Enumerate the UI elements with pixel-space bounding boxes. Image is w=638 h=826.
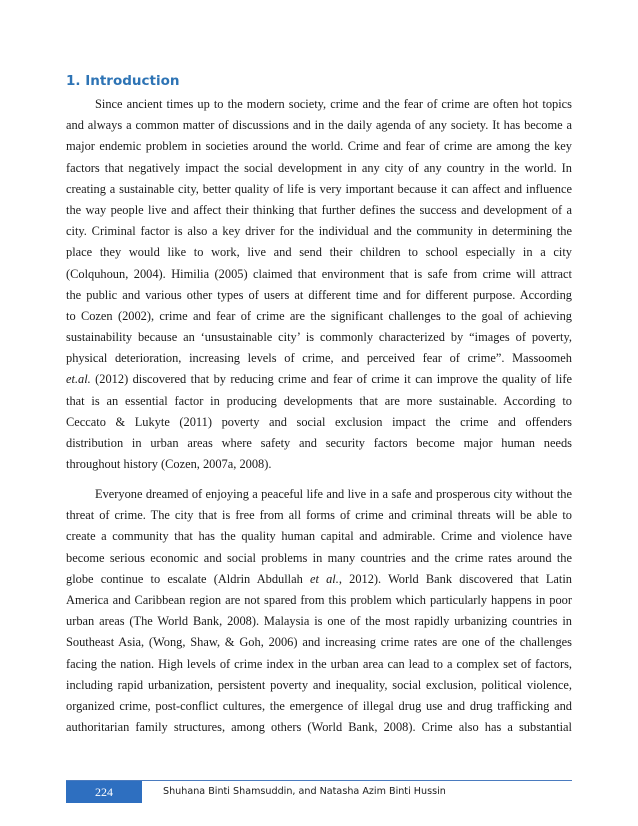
section-heading: 1. Introduction — [66, 73, 180, 89]
text-line: globe continue to escalate (Aldrin Abdullah et al., 2012). World Bank discovered that Latin — [66, 571, 573, 586]
text-line: place they would like to work, live and send their children to school especially in a city — [66, 245, 572, 260]
text-line: America and Caribbean region are not spared from this problem which particularly happens in poor — [66, 592, 572, 607]
text-line: create a community that has the quality human capital and admirable. Crime and violence have — [66, 529, 572, 544]
text-line: major endemic problem in societies around the world. Crime and fear of crime are among the key — [66, 139, 572, 154]
text-line: et.al. (2012) discovered that by reducing crime and fear of crime it can improve the quality of life — [66, 372, 572, 387]
text-line: the way people live and affect their thinking that further defines the success and development of a — [66, 202, 572, 217]
text-line: organized crime, post-conflict cultures, the emergence of illegal drug use and drug trafficking and — [66, 698, 572, 713]
text-line: Ceccato & Lukyte (2011) poverty and social exclusion impact the crime and offenders — [66, 414, 572, 429]
text-line: urban areas (The World Bank, 2008). Malaysia is one of the most rapidly urbanizing countries in — [66, 614, 572, 629]
page-number: 224 — [66, 781, 142, 803]
text-line: that is an essential factor in producing developments that are more sustainable. According to — [66, 393, 572, 408]
text-line: Since ancient times up to the modern society, crime and the fear of crime are often hot topics — [95, 97, 572, 111]
text-line: authoritarian family structures, among others (World Bank, 2008). Crime also has a substantial — [66, 720, 572, 735]
text-line: (Colquhoun, 2004). Himilia (2005) claimed that environment that is safe from crime will attract — [66, 266, 572, 281]
text-line: creating a sustainable city, better quality of life is very important because it can affect and influence — [66, 181, 572, 196]
text-line: physical deterioration, increasing levels of crime, and perceived fear of crime”. Massoomeh — [66, 351, 572, 366]
text-line: the public and various other types of users at different time and for different purpose. According — [66, 287, 572, 302]
text-line: including rapid urbanization, persistent poverty and inequality, social exclusion, political violence, — [66, 677, 572, 692]
text-line: to Cozen (2002), crime and fear of crime are the significant challenges to the goal of achieving — [66, 308, 572, 323]
text-line: and always a common matter of discussions and in the daily agenda of any society. It has become a — [66, 118, 572, 133]
text-line: throughout history (Cozen, 2007a, 2008). — [66, 457, 272, 472]
text-line: distribution in urban areas where safety and security factors become major human needs — [66, 436, 572, 450]
text-line: facing the nation. High levels of crime index in the urban area can lead to a complex set of factors, — [66, 656, 572, 671]
text-line: threat of crime. The city that is free from all forms of crime and criminal threats will be able to — [66, 508, 572, 523]
text-line: Everyone dreamed of enjoying a peaceful life and live in a safe and prosperous city without the — [95, 487, 572, 501]
text-line: sustainability because an ‘unsustainable city’ is commonly characterized by “images of poverty, — [66, 330, 572, 345]
paragraph-1 — [66, 94, 572, 475]
paragraph-2 — [66, 484, 572, 738]
footer-authors: Shuhana Binti Shamsuddin, and Natasha Azim Binti Hussin — [163, 786, 446, 797]
text-line: become serious economic and social problems in many countries and the crime rates around the — [66, 550, 572, 565]
text-line: Southeast Asia, (Wong, Shaw, & Goh, 2006) and increasing crime rates are one of the challenges — [66, 635, 572, 650]
text-line: city. Criminal factor is also a key driver for the individual and the community in determining the — [66, 224, 572, 239]
text-line: factors that negatively impact the social development in any city of any country in the world. In — [66, 160, 572, 175]
